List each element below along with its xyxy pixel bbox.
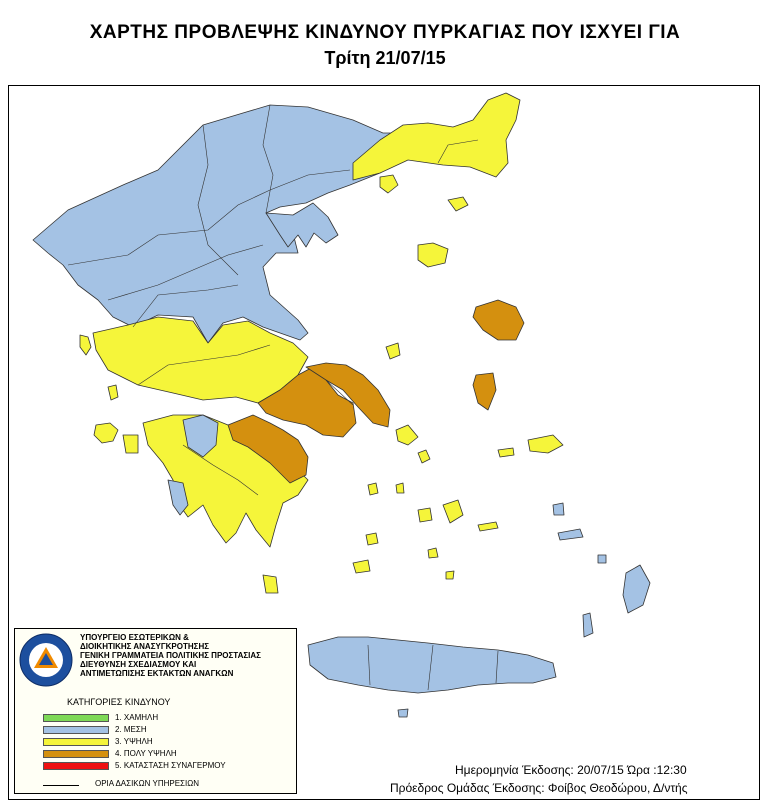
island-samothrace (448, 197, 468, 211)
island-santorini (446, 571, 454, 579)
island-naxos (443, 500, 463, 523)
island-corfu (80, 335, 91, 355)
issuer: Πρόεδρος Ομάδας Έκδοσης: Φοίβος Θεοδώρου, Δ/ντής (390, 781, 688, 795)
legend-swatch-very-high (43, 750, 109, 758)
island-kos (558, 529, 583, 540)
ministry-line-2: ΔΙΟΙΚΗΤΙΚΗΣ ΑΝΑΣΥΓΚΡΟΤΗΣΗΣ (80, 642, 210, 651)
island-kythira (263, 575, 278, 593)
legend-boundary-label: ΟΡΙΑ ΔΑΣΙΚΩΝ ΥΠΗΡΕΣΙΩΝ (95, 779, 199, 788)
island-tilos (598, 555, 606, 563)
map-legend (14, 628, 297, 794)
ministry-line-3: ΓΕΝΙΚΗ ΓΡΑΜΜΑΤΕΙΑ ΠΟΛΙΤΙΚΗΣ ΠΡΟΣΤΑΣΙΑΣ (80, 651, 261, 660)
island-karpathos (583, 613, 593, 637)
legend-swatch-high (43, 738, 109, 746)
island-chios (473, 373, 496, 410)
legend-swatch-alarm (43, 762, 109, 770)
island-paros (418, 508, 432, 522)
island-lefkada (108, 385, 118, 400)
island-andros (396, 425, 418, 445)
island-tinos (418, 450, 430, 463)
island-lesvos (473, 300, 524, 340)
island-crete (308, 637, 556, 693)
island-skyros (386, 343, 400, 359)
island-syros (396, 483, 404, 493)
map-title: ΧΑΡΤΗΣ ΠΡΟΒΛΕΨΗΣ ΚΙΝΔΥΝΟΥ ΠΥΡΚΑΓΙΑΣ ΠΟΥ ΙΣΧΥΕΙ ΓΙΑ (89, 22, 681, 43)
island-thasos (380, 175, 398, 193)
island-kalymnos (553, 503, 564, 515)
legend-swatch-low (43, 714, 109, 722)
island-gavdos (398, 709, 408, 717)
legend-boundary-line (43, 785, 79, 786)
ministry-line-1: ΥΠΟΥΡΓΕΙΟ ΕΣΩΤΕΡΙΚΩΝ & (80, 633, 189, 642)
legend-categories-title: ΚΑΤΗΓΟΡΙΕΣ ΚΙΝΔΥΝΟΥ (67, 697, 171, 707)
legend-label-low: 1. ΧΑΜΗΛΗ (115, 713, 159, 722)
legend-label-high: 3. ΥΨΗΛΗ (115, 737, 153, 746)
island-serifos (366, 533, 378, 545)
island-samos (528, 435, 563, 453)
civil-protection-logo (18, 632, 74, 688)
island-amorgos (478, 522, 498, 531)
legend-label-alarm: 5. ΚΑΤΑΣΤΑΣΗ ΣΥΝΑΓΕΡΜΟΥ (115, 761, 226, 770)
map-date: Τρίτη 21/07/15 (324, 48, 446, 68)
island-zakynthos (123, 435, 138, 453)
legend-label-very-high: 4. ΠΟΛΥ ΥΨΗΛΗ (115, 749, 177, 758)
island-kythnos (368, 483, 378, 495)
island-limnos (418, 243, 448, 267)
ministry-line-5: ΑΝΤΙΜΕΤΩΠΙΣΗΣ ΕΚΤΑΚΤΩΝ ΑΝΑΓΚΩΝ (80, 669, 234, 678)
island-milos (353, 560, 370, 573)
issue-date: Ημερομηνία Έκδοσης: 20/07/15 Ώρα :12:30 (455, 763, 687, 777)
region-northern-greece (33, 105, 408, 343)
legend-swatch-medium (43, 726, 109, 734)
island-rhodes (623, 565, 650, 613)
ministry-line-4: ΔΙΕΥΘΥΝΣΗ ΣΧΕΔΙΑΣΜΟΥ ΚΑΙ (80, 660, 197, 669)
island-ios (428, 548, 438, 558)
legend-label-medium: 2. ΜΕΣΗ (115, 725, 147, 734)
island-ikaria (498, 448, 514, 457)
island-kefalonia (94, 423, 118, 443)
